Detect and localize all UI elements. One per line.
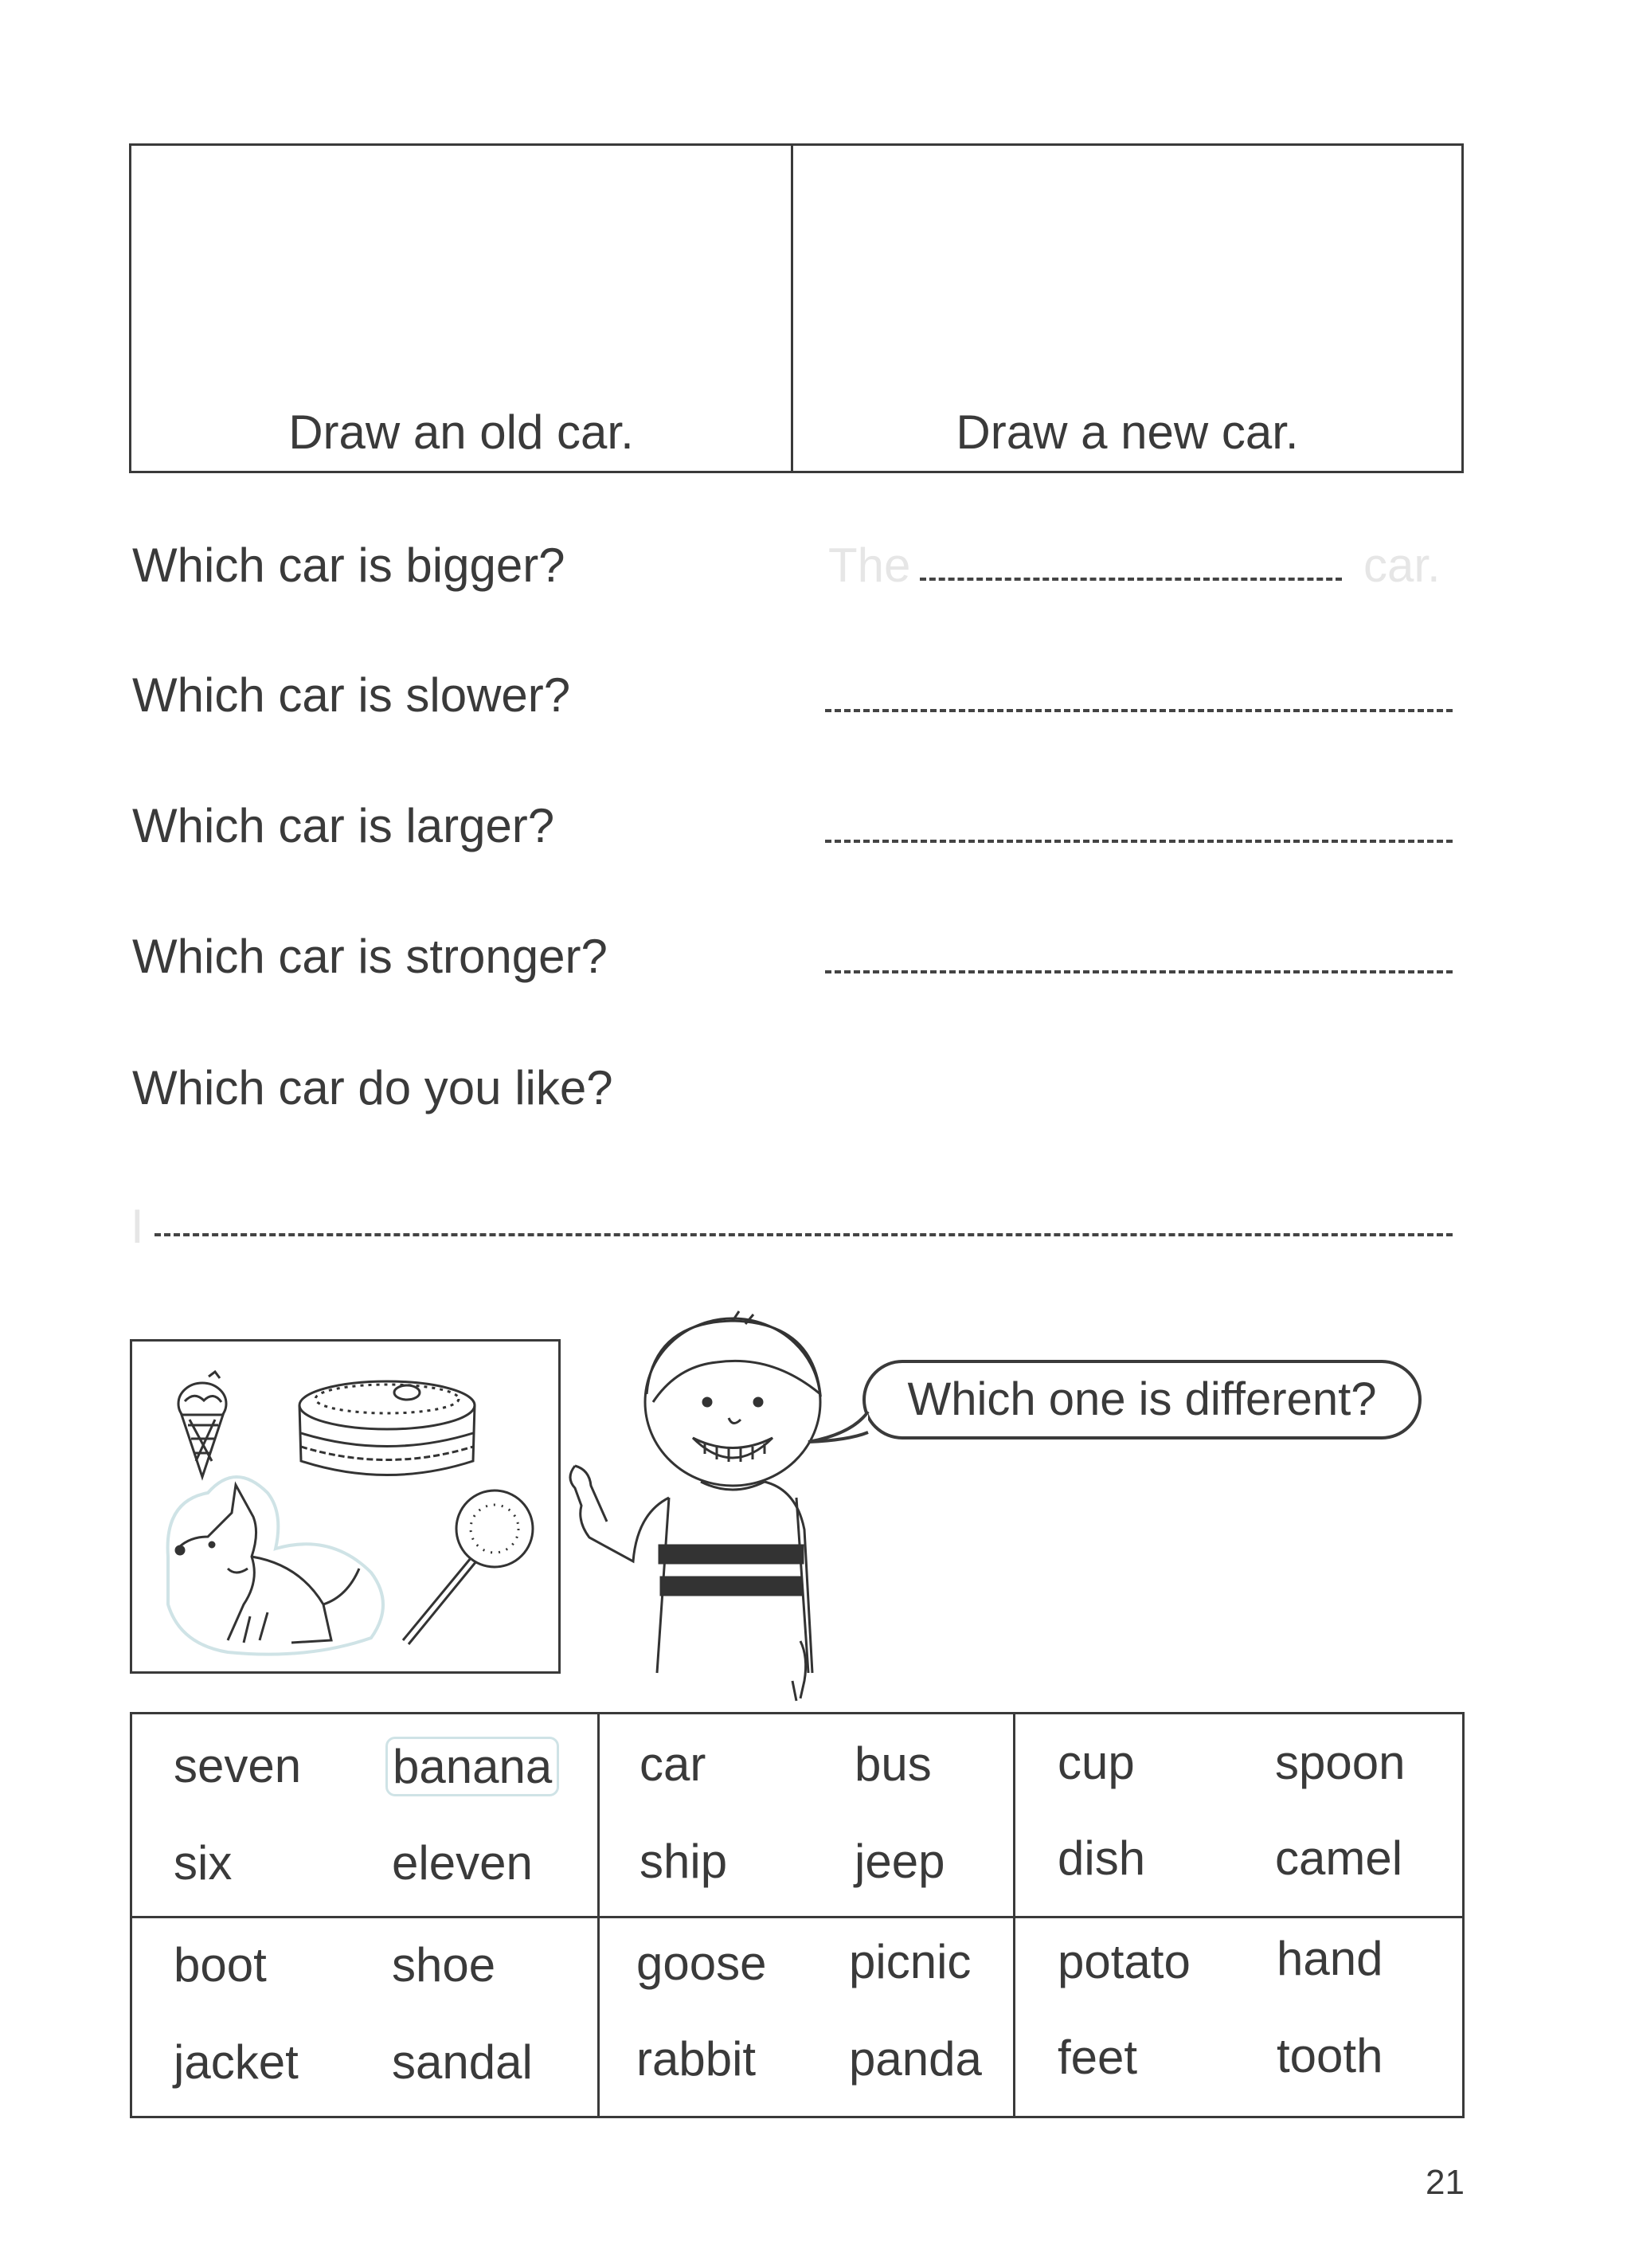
picture-illustrations <box>132 1342 558 1671</box>
ice-cream-icon <box>178 1372 226 1477</box>
word-ship[interactable]: ship <box>639 1835 728 1888</box>
answer-line-slower[interactable] <box>825 709 1453 712</box>
page-number: 21 <box>1426 2163 1465 2202</box>
draw-old-car-box[interactable] <box>129 143 793 473</box>
question-like: Which car do you like? <box>132 1061 613 1114</box>
speech-bubble-tail <box>804 1402 876 1450</box>
answer-line-stronger[interactable] <box>825 970 1453 973</box>
dog-icon <box>168 1477 383 1655</box>
draw-new-car-box[interactable] <box>791 143 1464 473</box>
question-larger: Which car is larger? <box>132 799 555 852</box>
word-banana[interactable]: banana <box>385 1737 559 1796</box>
answer-line-larger[interactable] <box>825 840 1453 843</box>
word-jacket[interactable]: jacket <box>174 2035 299 2089</box>
question-stronger: Which car is stronger? <box>132 930 608 983</box>
question-bigger: Which car is bigger? <box>132 539 565 592</box>
answer-prefix-i: I <box>131 1200 144 1253</box>
word-bus[interactable]: bus <box>855 1737 932 1791</box>
word-table <box>130 1712 1465 2118</box>
question-slower: Which car is slower? <box>132 668 571 722</box>
picture-box <box>130 1339 561 1674</box>
word-goose[interactable]: goose <box>636 1937 767 1990</box>
boy-illustration <box>534 1306 852 1705</box>
answer-line-like[interactable] <box>154 1233 1453 1236</box>
draw-new-car-label: Draw a new car. <box>956 405 1299 459</box>
word-shoe[interactable]: shoe <box>392 1938 496 1992</box>
speech-bubble: Which one is different? <box>862 1360 1422 1440</box>
answer-line-bigger[interactable] <box>920 578 1342 581</box>
word-jeep[interactable]: jeep <box>855 1835 945 1888</box>
word-rabbit[interactable]: rabbit <box>636 2032 757 2086</box>
word-panda[interactable]: panda <box>849 2032 982 2086</box>
word-dish[interactable]: dish <box>1058 1831 1146 1885</box>
word-camel[interactable]: camel <box>1275 1831 1403 1885</box>
word-eleven[interactable]: eleven <box>392 1836 533 1890</box>
word-seven[interactable]: seven <box>174 1739 302 1792</box>
word-car[interactable]: car <box>639 1737 706 1791</box>
word-sandal[interactable]: sandal <box>392 2035 533 2089</box>
word-boot[interactable]: boot <box>174 1938 267 1992</box>
word-potato[interactable]: potato <box>1058 1935 1191 1988</box>
word-feet[interactable]: feet <box>1058 2031 1138 2084</box>
cake-icon <box>299 1381 475 1475</box>
word-hand[interactable]: hand <box>1277 1932 1383 1985</box>
word-cup[interactable]: cup <box>1058 1736 1135 1789</box>
word-six[interactable]: six <box>174 1836 233 1890</box>
answer-prefix-the: The <box>828 539 911 592</box>
draw-old-car-label: Draw an old car. <box>288 405 634 459</box>
answer-suffix-car: car. <box>1363 539 1441 592</box>
word-tooth[interactable]: tooth <box>1277 2029 1383 2082</box>
word-picnic[interactable]: picnic <box>849 1935 972 1988</box>
lollipop-icon <box>403 1490 533 1644</box>
word-spoon[interactable]: spoon <box>1275 1736 1406 1789</box>
